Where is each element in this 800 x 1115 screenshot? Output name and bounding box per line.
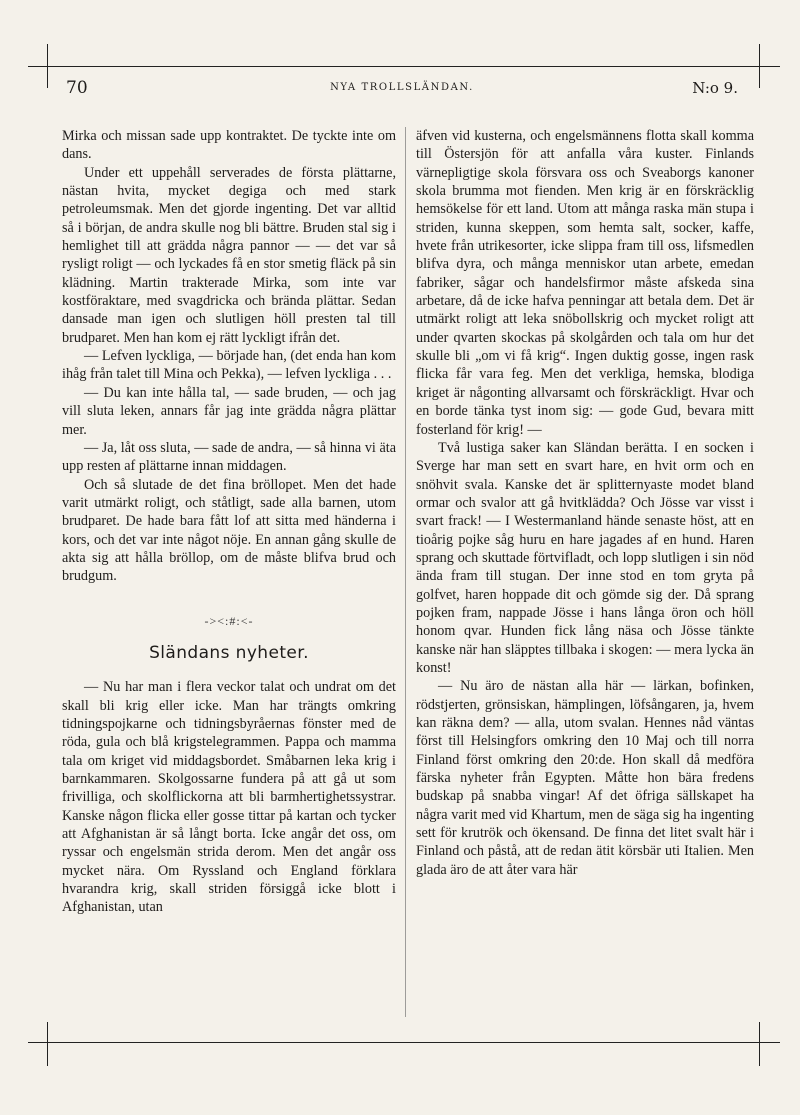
paragraph: äfven vid kusterna, och engelsmännens flotta skall komma till Östersjön för att anfalla våra kuster. Finlands värnepligtige skola försvara oss och Sveaborgs kanoner skola brumma mot fienden. Men krig är en förskräcklig hemsökelse för ett land. Utom att många raska män stupa i striden, kunna skeppen, som hemta salt, socker, kaffe, hvete från utrikesorter, icke slippa fram till oss, lifsmedlen blifva dyra, och många menniskor utan arbete, emedan fabriker, sågar och handelsfirmor måste afskeda sina arbetare, då de icke hafva penningar att betala dem. Det är utmärkt roligt att leka snöbollskrig och mycket roligt att under qvarten skockas på skolgården och tala om hur det skulle bli „om vi få krig“. Ingen duktig gosse, ingen rask flicka får vara feg. Men det verkliga, hemska, blodiga kriget är någonting allvarsamt och förskräckligt. Hvar och en borde tänka tyst inom sig: — gode Gud, bevara mitt fosterland för krig! —: [416, 128, 754, 438]
section-ornament: -><:#:<-: [204, 613, 254, 628]
paragraph: — Nu äro de nästan alla här — lärkan, bofinken, rödstjerten, grönsiskan, hämplingen, löfsångaren, ja, hvem kan räkna dem? — alla, utom svalan. Hennes nåd väntas först till Helsingfors omkring den 10 Maj och till norra Finland först omkring den 20:de. Hon skall då medföra färska nyheter från Egypten. Måtte hon bära fredens budskap på snabba vingar! Af det öfriga sällskapet ha några varit med vid Khartum, men de säga sig ha ingenting sett för krutrök och ökensand. De finna det litet svalt här i Finland och påstå, att de redan ätit körsbär uti Italien. Men glada äro de att åter vara här: [416, 678, 754, 878]
paragraph: Och så slutade de det fina bröllopet. Men det hade varit utmärkt roligt, och ståtligt, sade alla barnen, utom brudparet. De hade bara fått lof att sitta med händerna i kors, och det var inte något nöje. En annan gång skulle de akta sig att hålla bröllop, om de måste blifva brud och brudgum.: [62, 476, 396, 585]
top-crop-rule: [28, 66, 780, 67]
paragraph: — Du kan inte hålla tal, — sade bruden, — och jag vill sluta leken, annars får jag inte grädda några plättar mer.: [62, 384, 396, 438]
page-header: [66, 78, 738, 100]
paragraph: — Ja, låt oss sluta, — sade de andra, — så hinna vi äta upp resten af plättarne innan middagen.: [62, 439, 396, 475]
column-divider: [405, 127, 406, 1017]
section-title: Sländans nyheter.: [149, 642, 309, 663]
issue-number: N:o 9.: [692, 79, 738, 97]
left-column: [62, 127, 396, 917]
top-right-crop-mark: [759, 44, 760, 88]
top-left-crop-mark: [47, 44, 48, 88]
paragraph: Under ett uppehåll serverades de första plättarne, nästan hvita, mycket degiga och med stark petroleumsmak. Men det gjorde ingenting. Det var alltid så i början, de andra skulle nog bli bättre. Bruden stal sig i hemlighet till att grädda några pannor — — det var så rysligt roligt — och lyckades få en stor smetig fläck på sin klädning. Martin trakterade Mirka, som inte var kostföraktare, med svagdricka och brända plättar. Sedan dansade man igen och slutligen höll presten tal till brudparet. Men han kom ej rätt lyckligt ifrån det.: [62, 164, 396, 346]
page-number: 70: [66, 78, 88, 98]
running-title: NYA TROLLSLÄNDAN.: [330, 82, 474, 93]
paragraph: — Nu har man i flera veckor talat och undrat om det skall bli krig eller icke. Man har trängts omkring tidningspojkarne och tidningsbyråernas fönster med de röda, gula och blå krigstelegrammen. Pappa och mamma tala om kriget vid middagsbordet. Småbarnen leka krig i barnkammaren. Skolgossarne fundera på att gå ut som frivilliga, och skolflickorna att bli barmhertighetssystrar. Kanske någon flicka eller gosse tittar på kartan och tycker att Afghanistan är så långt borta. Icke angår det oss, om ryssar och engelsmän strida derom. Men det angår oss mycket nära. Om Ryssland och England förklara hvarandra krig, skall striden försiggå icke blott i Afghanistan, utan: [62, 679, 396, 916]
paragraph: — Lefven lyckliga, — började han, (det enda han kom ihåg från talet till Mina och Pekka), — lefven lyckliga . . .: [62, 348, 396, 383]
paragraph: Mirka och missan sade upp kontraktet. De tyckte inte om dans.: [62, 128, 396, 163]
bottom-crop-rule: [28, 1042, 780, 1043]
paragraph: Två lustiga saker kan Sländan berätta. I en socken i Sverge har man sett en svart hare, en hvit orm och en snöhvit svala. Kanske det är splitternyaste modet bland ormar och svalor att gå hvitklädda? Och Jösse var visst i svart frack! — I Westermanland hände senaste höst, att en tioårig pojke såg huru en hare jagades af en hund. Haren sprang och skuttade förtvifladt, och lopp slutligen i sin nöd ända fram till stugan. Der inne stod en tom gryta på golfvet, haren hoppade dit och gömde sig der. Då sprang pojken fram, nappade Jösse i hans långa öron och höll honom qvar. Hunden fick lång näsa och Jösse tänkte kanske när han släpptes tillbaka i skogen: — mera lycka än konst!: [416, 439, 754, 676]
right-column: [416, 127, 754, 879]
bottom-left-crop-mark: [47, 1022, 48, 1066]
bottom-right-crop-mark: [759, 1022, 760, 1066]
